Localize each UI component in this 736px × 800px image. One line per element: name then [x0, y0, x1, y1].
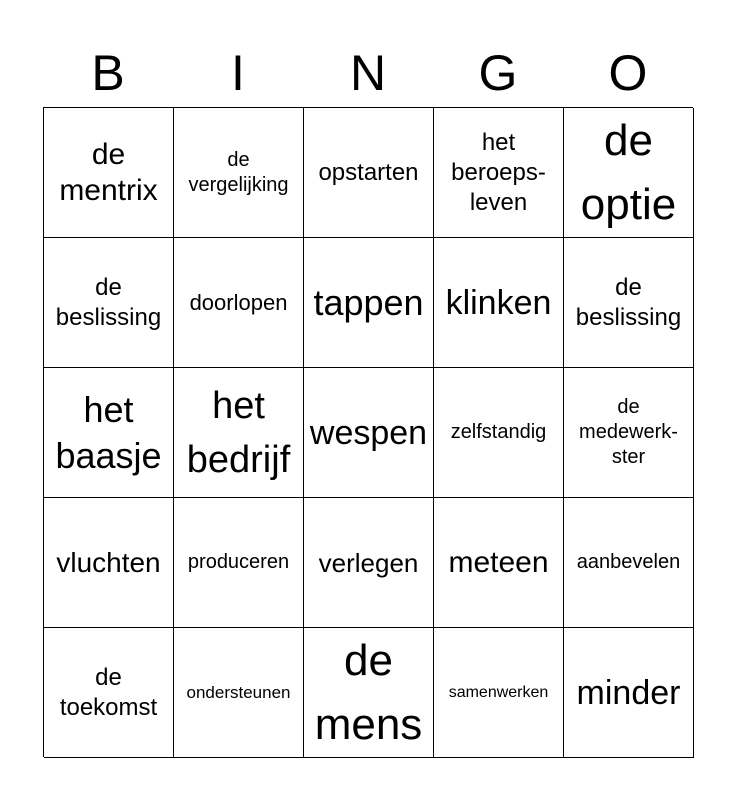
cell-text: de vergelijking: [188, 148, 289, 196]
bingo-cell[interactable]: [564, 238, 694, 368]
bingo-cell[interactable]: [564, 498, 694, 628]
bingo-board: [43, 107, 693, 757]
cell-text: de mens: [314, 635, 423, 749]
bingo-cell[interactable]: [304, 498, 434, 628]
bingo-cell[interactable]: [174, 628, 304, 758]
bingo-cell[interactable]: [434, 238, 564, 368]
cell-text: wespen: [309, 413, 428, 452]
header-letter-g: G: [478, 45, 518, 101]
header-letter-o: O: [608, 45, 648, 101]
bingo-header: [43, 40, 693, 106]
cell-text: de beslissing: [575, 273, 682, 331]
cell-text: de beslissing: [55, 273, 162, 331]
bingo-cell[interactable]: [44, 628, 174, 758]
cell-text: produceren: [187, 551, 290, 573]
bingo-cell[interactable]: [304, 628, 434, 758]
bingo-cell[interactable]: [434, 628, 564, 758]
cell-text: het baasje: [55, 388, 162, 476]
cell-text: aanbevelen: [576, 551, 681, 573]
bingo-cell[interactable]: [304, 368, 434, 498]
cell-text: samenwerken: [448, 683, 549, 701]
bingo-cell[interactable]: [174, 368, 304, 498]
bingo-cell[interactable]: [434, 368, 564, 498]
cell-text: verlegen: [318, 547, 419, 578]
cell-text: vluchten: [56, 546, 161, 578]
bingo-cell[interactable]: [44, 368, 174, 498]
bingo-cell[interactable]: [44, 238, 174, 368]
header-letter-n: N: [349, 45, 387, 101]
cell-text: klinken: [445, 283, 552, 322]
cell-text: het bedrijf: [186, 384, 291, 481]
bingo-cell[interactable]: [304, 108, 434, 238]
cell-text: de medewerk-ster: [579, 396, 678, 468]
bingo-cell[interactable]: [434, 498, 564, 628]
bingo-cell[interactable]: [174, 108, 304, 238]
cell-text: minder: [576, 673, 681, 712]
header-letter-b: B: [91, 45, 125, 101]
cell-text: zelfstandig: [450, 421, 547, 443]
bingo-cell[interactable]: [174, 238, 304, 368]
cell-text: opstarten: [318, 158, 419, 186]
bingo-cell[interactable]: [304, 238, 434, 368]
bingo-cell[interactable]: [564, 108, 694, 238]
bingo-cell[interactable]: [174, 498, 304, 628]
bingo-cell[interactable]: [44, 498, 174, 628]
cell-text: meteen: [448, 545, 549, 579]
bingo-cell[interactable]: [564, 628, 694, 758]
bingo-cell[interactable]: [44, 108, 174, 238]
header-letter-i: I: [231, 45, 245, 101]
cell-text: de optie: [580, 115, 677, 229]
cell-text: ondersteunen: [186, 682, 291, 702]
bingo-cell[interactable]: [564, 368, 694, 498]
cell-text: doorlopen: [189, 290, 288, 315]
cell-text: het beroeps-leven: [451, 128, 546, 216]
cell-text: de mentrix: [59, 137, 158, 207]
cell-text: de toekomst: [59, 663, 158, 721]
bingo-cell[interactable]: [434, 108, 564, 238]
cell-text: tappen: [313, 281, 424, 323]
